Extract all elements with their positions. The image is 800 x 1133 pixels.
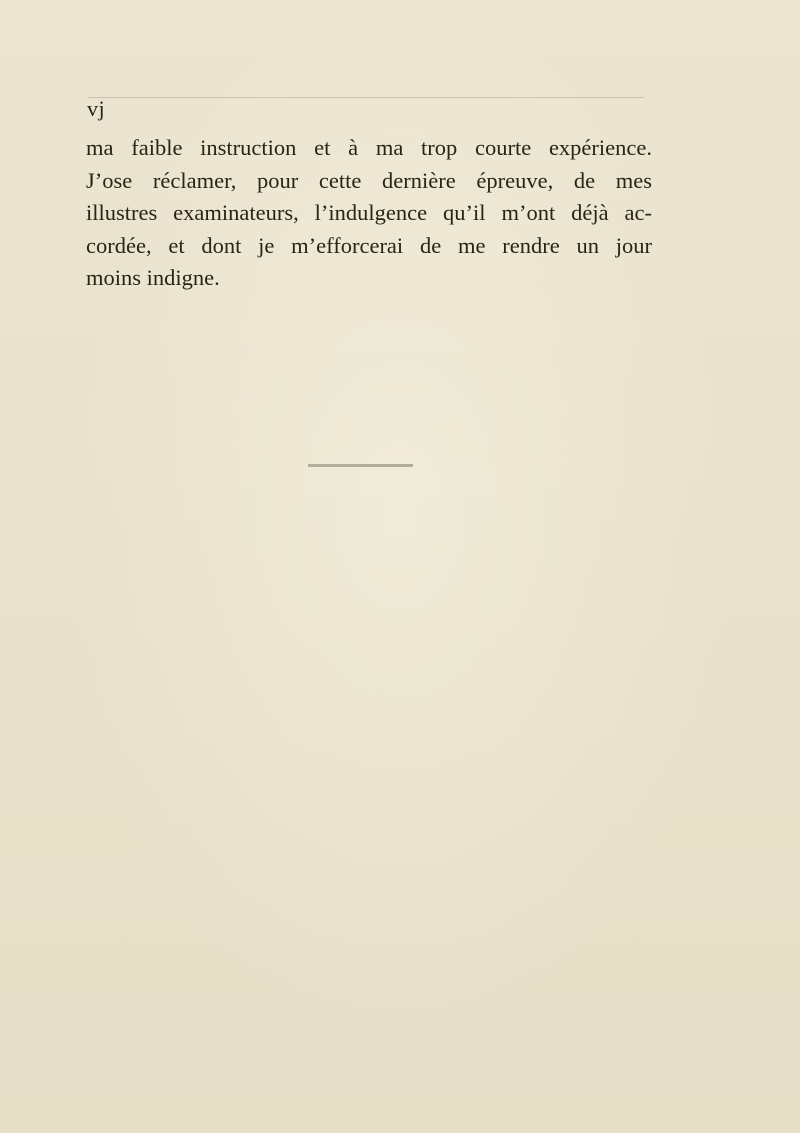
header-rule — [88, 97, 644, 98]
faint-ornament-rule — [308, 464, 413, 467]
text-line: J’ose réclamer, pour cette dernière épreuve, de mes — [86, 167, 652, 193]
text-line: illustres examinateurs, l’indulgence qu’il m’ont déjà ac- — [86, 200, 652, 225]
text-line: moins indigne. — [86, 265, 220, 290]
body-text — [86, 132, 652, 295]
text-line: cordée, et dont je m’efforcerai de me rendre un jour — [86, 232, 652, 258]
text-line: ma faible instruction et à ma trop courte expérience. — [86, 135, 652, 160]
page-number: vj — [87, 96, 106, 121]
